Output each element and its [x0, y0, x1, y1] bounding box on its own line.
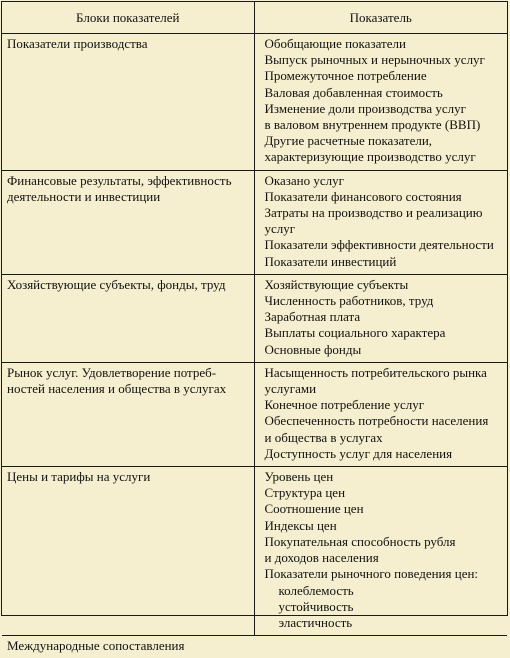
- indicator-line: Показатели инвестиций: [264, 253, 397, 269]
- indicators-cell: [254, 34, 507, 171]
- indicator-line: Основные фонды: [264, 341, 362, 357]
- indicator-line: Покупательная способность рубля: [264, 533, 456, 549]
- block-label: Показатели производства: [7, 36, 148, 51]
- block-cell: [2, 274, 254, 362]
- indicator-line: Выплаты социального характера: [264, 325, 446, 341]
- sub-indicator-line: колеблемость: [278, 582, 354, 598]
- indicator-table: [2, 2, 507, 658]
- indicator-line: Оказано услуг: [264, 172, 344, 188]
- table-row: [2, 274, 507, 362]
- indicator-table-frame: [1, 1, 508, 654]
- indicator-line: Численность работников, труд: [264, 293, 434, 309]
- block-label: Рынок услуг. Удовлетворение потреб-: [7, 364, 217, 380]
- indicator-line: услуг: [264, 221, 296, 237]
- indicator-line: Индексы цен: [264, 517, 337, 533]
- block-label: Хозяйствующие субъекты, фонды, труд: [7, 276, 226, 292]
- block-label: Цены и тарифы на услуги: [7, 469, 151, 485]
- block-cell: [2, 170, 254, 274]
- header-indicator: Показатель: [254, 2, 507, 34]
- indicators-cell: [254, 636, 507, 658]
- indicators-cell: [254, 362, 507, 466]
- indicator-line: Насыщенность потребительского рынка: [264, 364, 487, 380]
- indicator-line: Хозяйствующие субъекты: [264, 276, 409, 292]
- table-row: [2, 636, 507, 658]
- indicator-line: характеризующие производство услуг: [264, 149, 476, 165]
- table-row: [2, 170, 507, 274]
- indicator-line: Затраты на производство и реализацию: [264, 205, 483, 221]
- indicator-line: Доступность услуг для населения: [264, 445, 453, 461]
- indicator-line: в валовом внутреннем продукте (ВВП): [264, 117, 481, 133]
- block-label: Финансовые результаты, эффективность: [7, 172, 232, 188]
- indicator-line: Изменение доли производства услуг: [264, 100, 466, 116]
- indicator-line: и доходов населения: [264, 550, 379, 566]
- sub-indicator-line: эластичность: [278, 614, 353, 630]
- indicator-line: и общества в услугах: [264, 429, 383, 445]
- block-cell: [2, 467, 254, 636]
- block-cell: [2, 636, 254, 658]
- table-row: [2, 467, 507, 636]
- indicator-line: Другие расчетные показатели,: [264, 133, 433, 149]
- indicator-line: Показатели рыночного поведения цен:: [264, 566, 479, 582]
- indicator-line: Обеспеченность потребности населения: [264, 413, 489, 429]
- indicator-line: Валовая добавленная стоимость: [264, 84, 443, 100]
- indicators-cell: [254, 170, 507, 274]
- sub-indicator-line: устойчивость: [278, 598, 354, 614]
- indicator-line: услугами: [264, 381, 317, 397]
- block-cell: [2, 362, 254, 466]
- indicator-line: Показатели финансового состояния: [264, 188, 462, 204]
- block-cell: [2, 34, 254, 171]
- indicators-cell: [254, 274, 507, 362]
- indicator-line: Структура цен: [264, 485, 346, 501]
- indicator-line: Соотношение цен: [264, 501, 364, 517]
- indicator-line: Показатели эффективности деятельности: [264, 237, 494, 253]
- indicator-line: Конечное потребление услуг: [264, 397, 425, 413]
- indicator-line: Заработная плата: [264, 309, 361, 325]
- table-header-row: [2, 2, 507, 34]
- header-blocks: Блоки показателей: [2, 2, 254, 34]
- block-label: деятельности и инвестиции: [7, 188, 161, 204]
- indicator-line: Обобщающие показатели: [264, 36, 406, 51]
- block-label: ностей населения и общества в услугах: [7, 381, 227, 397]
- indicator-line: Выпуск рыночных и нерыночных услуг: [264, 52, 485, 68]
- indicator-line: Промежуточное потребление: [264, 68, 427, 84]
- indicators-cell: [254, 467, 507, 636]
- table-row: [2, 362, 507, 466]
- block-label: Международные сопоставления: [7, 638, 185, 654]
- indicator-line: Уровень цен: [264, 469, 334, 485]
- table-row: [2, 34, 507, 171]
